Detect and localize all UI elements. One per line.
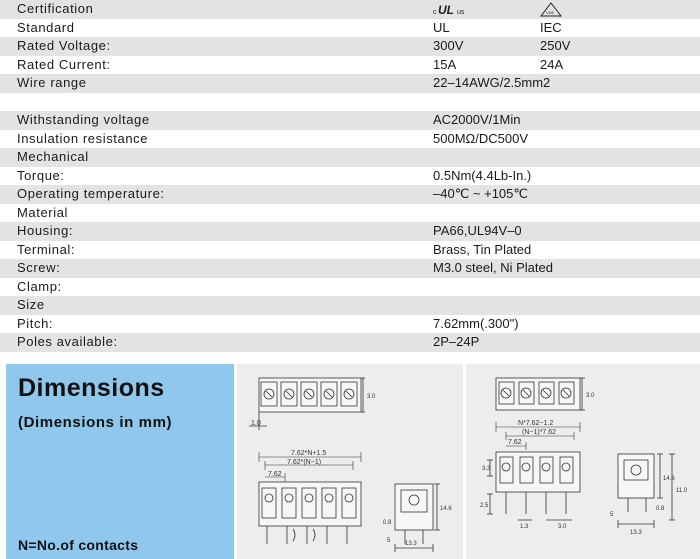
dim-total-label-1: 7.62*N+1.5 [291,450,327,457]
dim-3-3-label-2: 3.3 [482,466,491,472]
spec-label: Material [17,204,69,220]
spec-row [0,315,700,334]
svg-text:us: us [457,9,465,16]
spec-row [0,19,700,38]
dimensions-section [0,361,700,559]
dim-1-0-label: 1.0 [251,420,261,427]
dim-pitch-label-2: 7.62 [508,439,522,446]
dim-5-label-2: 5 [610,512,614,518]
spec-row [0,74,700,93]
dim-inner-label-2: (N−1)*7.62 [522,429,557,436]
svg-text:VDE: VDE [546,10,555,15]
spec-label: Clamp: [17,278,62,294]
spec-row [0,296,700,315]
terminal-block-drawing-1 [237,364,463,559]
spec-value-iec: 24A [540,56,564,72]
contacts-note: N=No.of contacts [18,537,139,553]
spec-row [0,222,700,241]
spec-row [0,204,700,223]
dim-13-3-label-2: 13.3 [630,530,642,536]
svg-text:c: c [433,9,437,16]
spec-value-ul: 2P–24P [433,334,480,349]
spec-row [0,259,700,278]
terminal-block-drawing-2 [466,364,700,559]
spec-label: Housing: [17,223,74,238]
vde-certification-icon [540,2,562,17]
spec-label: Terminal: [17,241,76,257]
dim-1-3-label-2: 1.3 [520,524,529,530]
dimensions-title: Dimensions [18,374,165,402]
spec-value-ul: 15A [433,56,457,72]
spec-value-ul: 7.62mm(.300") [433,315,519,331]
spec-label: Torque: [17,167,65,183]
spec-value-ul: Brass, Tin Plated [433,241,532,257]
spec-value-ul: UL [433,19,450,35]
spec-label: Size [17,297,45,312]
spec-label: Standard [17,19,75,35]
svg-text:UL: UL [438,3,454,17]
spec-label: Mechanical [17,149,89,164]
dim-5-label-1: 5 [387,538,391,544]
dim-side-label-1: 3.0 [367,394,376,400]
dim-height-label-1: 14.6 [440,506,452,512]
dimensions-subtitle: (Dimensions in mm) [18,414,173,431]
drawing-panel-1 [237,364,463,559]
spec-label: Rated Voltage: [17,38,111,53]
spec-row [0,111,700,130]
spec-value-ul: M3.0 steel, Ni Plated [433,260,553,275]
spec-label: Rated Current: [17,56,111,72]
dim-pitch-label-1: 7.62 [268,471,282,478]
spec-row [0,37,700,56]
dim-14-6-label-2: 14.6 [663,476,675,482]
dim-inner-label-1: 7.62*(N−1) [287,459,322,466]
dim-13-3-label-1: 13.3 [405,541,417,547]
spec-row [0,241,700,260]
spec-row [0,93,700,112]
dimensions-title-panel [6,364,234,559]
spec-value-ul: 0.5Nm(4.4Lb-In.) [433,167,532,183]
dim-0-8-label-2: 0.8 [656,506,665,512]
spec-value-ul: AC2000V/1Min [433,112,521,127]
dim-0-8-label-1: 0.8 [383,520,392,526]
spec-label: Insulation resistance [17,130,149,146]
dim-2-5-label-2: 2.5 [480,503,489,509]
spec-value-iec: 250V [540,38,571,53]
spec-label: Pitch: [17,315,54,331]
spec-label: Poles available: [17,334,118,349]
spec-value-ul: –40℃ ~ +105℃ [433,186,528,201]
spec-row [0,56,700,75]
spec-label: Operating temperature: [17,186,165,201]
spec-value-ul: 300V [433,38,464,53]
spec-row [0,333,700,352]
spec-value-ul: 500MΩ/DC500V [433,130,528,146]
spec-label: Withstanding voltage [17,112,150,127]
drawing-panel-2 [466,364,700,559]
dim-11-0-label-2: 11.0 [676,488,688,494]
spec-row [0,148,700,167]
spec-label: Wire range [17,75,87,90]
spec-row [0,0,700,19]
spec-label: Screw: [17,260,61,275]
spec-row [0,167,700,186]
dim-total-label-2: N*7.62−1.2 [518,420,554,427]
spec-label: Certification [17,1,94,16]
spec-row [0,185,700,204]
spec-value-ul: PA66,UL94V–0 [433,223,522,238]
spec-row [0,278,700,297]
spec-value-iec: IEC [540,19,562,35]
dim-3-0-label-2: 3.0 [558,524,567,530]
spec-row [0,130,700,149]
dim-side-label-2: 3.0 [586,393,595,399]
spec-value-ul: 22–14AWG/2.5mm2 [433,75,551,90]
ul-certification-icon [433,2,473,17]
